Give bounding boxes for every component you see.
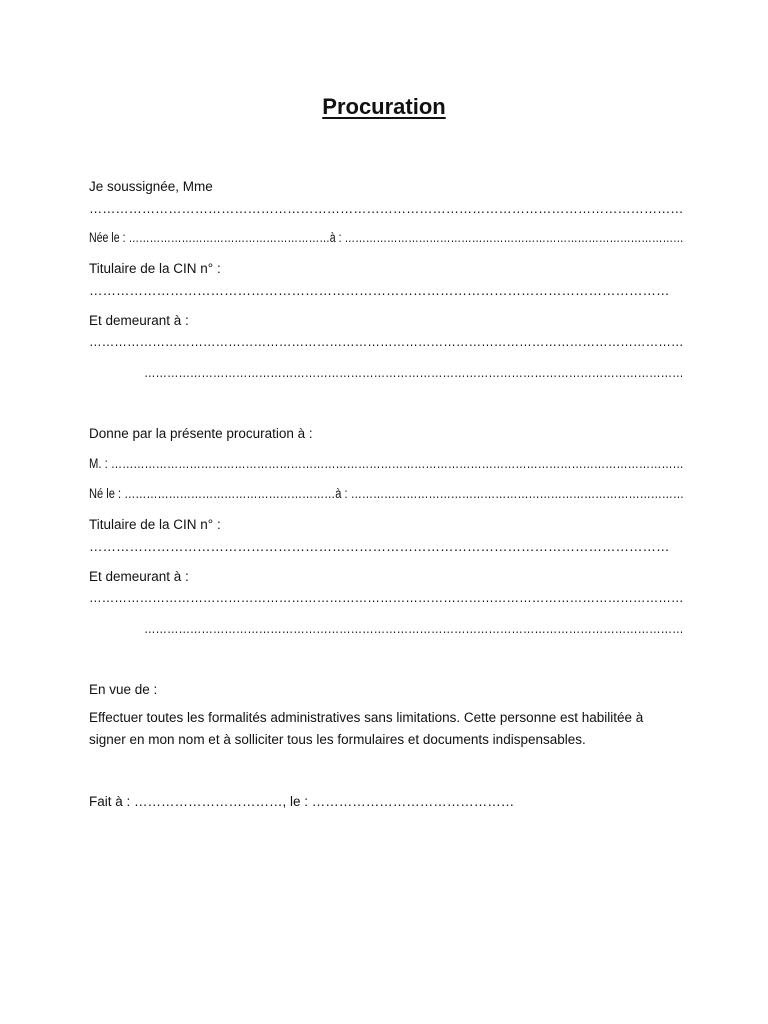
mandataire-cin-label: Titulaire de la CIN n° : <box>89 517 221 532</box>
mandataire-cin-field: ………………………………………………………………………………………………………………… <box>89 539 670 554</box>
mandant-birth-field: Née le : …………………………………………………à : …………………………………………………………………………………… <box>89 230 684 245</box>
mandant-name-field: ……………………………………………………………………………………………………………………… <box>89 201 684 216</box>
mandant-address-label: Et demeurant à : <box>89 313 189 328</box>
mandant-cin-label: Titulaire de la CIN n° : <box>89 261 221 276</box>
mandataire-address-label: Et demeurant à : <box>89 569 189 584</box>
mandataire-intro: Donne par la présente procuration à : <box>89 426 313 441</box>
mandataire-birth-field: Né le : …………………………………………………à : ……………………………………………………………………………… <box>89 486 685 501</box>
mandant-address-field-2: …………………………………………………………………………………………………………………………… <box>144 365 684 380</box>
mandataire-name-field: M. : ……………………………………………………………………………………………………………………………………… <box>89 456 684 471</box>
mandataire-address-field-2: …………………………………………………………………………………………………………………………… <box>144 621 684 636</box>
mandant-address-field-1: …………………………………………………………………………………………………………………………… <box>89 334 684 349</box>
purpose-text: Effectuer toutes les formalités administratives sans limitations. Cette personne est habilitée à signer en mon nom et à solliciter tous les formulaires et documents indispensables. <box>89 710 644 747</box>
mandataire-address-field-1: …………………………………………………………………………………………………………………………… <box>89 590 684 605</box>
document-title: Procuration <box>322 94 446 119</box>
place-date-line: Fait à : ……………………………, le : ……………………………………… <box>89 794 515 809</box>
mandant-intro: Je soussignée, Mme <box>89 179 213 194</box>
purpose-label: En vue de : <box>89 682 158 697</box>
mandant-cin-field: ………………………………………………………………………………………………………………… <box>89 283 670 298</box>
